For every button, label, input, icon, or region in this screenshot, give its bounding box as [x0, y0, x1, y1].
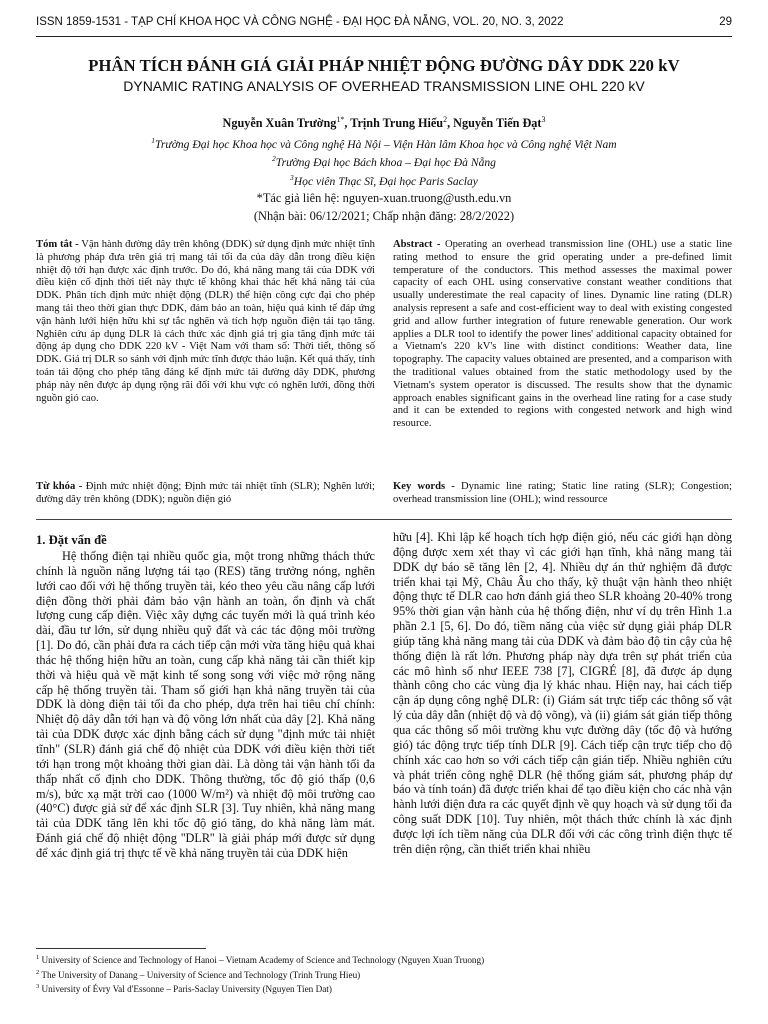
keywords-label: Từ khóa - — [36, 481, 83, 492]
author-affil-mark: 3 — [541, 115, 546, 124]
footnote: $^2$ The University of Danang – University of Science and Technology (Trinh Trung Hieu) — [36, 968, 361, 980]
keywords-english — [393, 481, 732, 507]
keywords-label: Key words - — [393, 481, 455, 492]
affiliation: $^2$Trường Đại học Bách khoa – Đại học Đà Nẵng — [272, 154, 496, 170]
keywords-vietnamese — [36, 481, 375, 507]
footnote-divider — [36, 948, 206, 949]
paper-title-english: DYNAMIC RATING ANALYSIS OF OVERHEAD TRANSMISSION LINE OHL 220 kV — [123, 78, 645, 94]
abstract-text: Vận hành đường dây trên không (DDK) sử dụng định mức nhiệt tĩnh là phương pháp đưa trên giá trị mang tải tối đa của dây dẫn trong điều kiện nhiệt độ tới hạn được xác định trước. Do đó, khả năng mang tải của DDK với điều kiện cố định thời tiết này thực tế không khai thác hết khả năng tải của DDK. Phân tích định mức nhiệt động (DLR) thể hiện công cực đại cho phép mang tải theo thời gian thực DDK, đảm bảo an toàn, hiệu quả kinh tế đáp ứng vận hành lưới hiện hữu khi sự tắc nghẽn và tích hợp nguồn điện tái tạo tăng. Nghiên cứu áp dụng DLR là cách thức xác định giá trị gia tăng định mức tải động áp dụng cho DDK 220 kV - Việt Nam với tham số: Thời tiết, thông số DDK. Giá trị DLR so sánh với định mức tĩnh được thảo luận. Kết quả thấy, tính toán tải động cho phép tăng đáng kể định mức tải đường dây DDK, phương pháp này nên được áp dụng rộng rãi đối với khu vực có nghẽn lưới, đồng thời nguồn gió cao. — [36, 239, 375, 404]
running-header — [36, 16, 732, 32]
journal-issn-title: ISSN 1859-1531 - TẠP CHÍ KHOA HỌC VÀ CÔNG NGHỆ - ĐẠI HỌC ĐÀ NẴNG, VOL. 20, NO. 3, 2022 — [36, 16, 564, 28]
author-name: Nguyễn Tiến Đạt — [453, 116, 542, 131]
footnote: $^3$ University of Évry Val d'Essonne – Paris-Saclay University (Nguyen Tien Dat) — [36, 983, 332, 995]
body-text-left-column: Hệ thống điện tại nhiều quốc gia, một trong những thách thức chính là nguồn năng lượng tái tạo (RES) tăng trưởng nóng, nghẽn lưới cao đối với hệ thống truyền tải, kéo theo yêu cầu nâng cấp lưới điện đồng thời phải đảm bảo vận hành an toàn, ổn định và chất lượng cung cấp điện. Việc xây dựng các tuyến mới là quá trình kéo dài, đầu tư lớn, sử dụng nhiều quỹ đất và các tác động môi trường [1]. Do đó, cần phải đưa ra cách tiếp cận mới vừa tăng hiệu quả khai thác hệ thống hiện hữu an toàn, cung cấp khả năng tải cần thiết kịp thời và hiệu quả về mặt kinh tế song song với việc mở rộng năng cấp hệ thống truyền tải. Tham số giới hạn khả năng truyền tải của DDK là dòng điện tải tối đa cho phép, dựa trên hai tiêu chí chính: Nhiệt độ dây dẫn tới hạn và độ võng lớn nhất của dây [2]. Khả năng tải của DDK được xác định bằng cách sử dụng "định mức tải nhiệt tĩnh" (SLR) đánh giá chế độ nhiệt của DDK với điều kiện thời tiết tới hạn trong một khoảng thời gian dài. Là dòng tải vận hành tối đa thấp nhất cố định cho DDK. Thông thường, tốc độ gió thấp (0,6 m/s), bức xạ mặt trời cao (1000 W/m²) và nhiệt độ môi trường cao (40°C) được giả sử để xác định SLR [3]. Tuy nhiên, khả năng mang tải của DDK tăng lên khi tốc độ gió tăng, do khả năng làm mát. Đánh giá chế độ nhiệt động ''DLR'' là giải pháp mới được sử dụng để xác định giá trị thực tế về khả năng truyền tải của DDK hiện — [36, 549, 375, 860]
abstract-vietnamese — [36, 239, 375, 405]
affiliation: $^1$Trường Đại học Khoa học và Công nghệ Hà Nội – Viện Hàn lâm Khoa học và Công nghệ Việt Nam — [151, 136, 617, 151]
section-heading: 1. Đặt vấn đề — [36, 533, 107, 547]
affiliation-list — [36, 134, 732, 189]
header-divider — [36, 36, 732, 37]
keywords-divider — [36, 519, 732, 520]
correspondence-block — [36, 189, 732, 225]
author-name: Trịnh Trung Hiếu — [350, 116, 444, 131]
author-affil-mark: 1* — [336, 115, 345, 124]
page-number: 29 — [719, 16, 732, 28]
abstract-text: Operating an overhead transmission line (OHL) use a static line rating method to ensure the grid operating under a pre-defined limit temperature of the conductors. This method assesses the maximal power capacity of each OHL using conservative constant weather conditions that usually underestimate the real capacity of lines. Dynamic line rating (DLR) analysis represent a safe and cost-efficient way to deal with existing congested grid and allow further integration of future renewable generation. Our work applies a DLR tool to identify the power lines' additional capacity obtained for a Vietnam's 220 kV's line with distinct conditions: Weather data, line topography. The capacity values obtained are presented, and a comparison with the traditional values obtained from the static methodology used by the Vietnam's system operator is discussed. The results show that the dynamic approach enables significant gains in the overhead line rating for a case study and it can be extended to regions with congested network and high wind resource. — [393, 239, 732, 430]
abstract-label: Abstract - — [393, 239, 441, 250]
keywords-text: Dynamic line rating; Static line rating (SLR); Congestion; overhead transmission line (OHL); wind ressource — [393, 481, 732, 505]
footnote: $^1$ University of Science and Technology of Hanoi – Vietnam Academy of Science and Technology (Nguyen Xuan Truong) — [36, 954, 485, 966]
corresponding-author-email: *Tác giả liên hệ: nguyen-xuan.truong@usth.edu.vn — [256, 191, 512, 205]
abstract-english — [393, 239, 732, 431]
paper-title-vietnamese: PHÂN TÍCH ĐÁNH GIÁ GIẢI PHÁP NHIỆT ĐỘNG ĐƯỜNG DÂY DDK 220 kV — [88, 56, 680, 75]
body-text-right-column: hữu [4]. Khi lập kế hoạch tích hợp điện gió, nếu các giới hạn dòng động được xem xét thay vì các giới hạn tĩnh, khả năng mang tải DDK dự báo sẽ tăng lên [2, 4]. Nhiều dự án thử nghiệm đã được triển khai tại Mỹ, Châu Âu cho thấy, kỹ thuật vận hành theo nhiệt động thực tế DLR cao hơn đánh giá theo SLR khoảng 20-40% trong 95% thời gian vận hành của hệ thống điện, như ví dụ trên Hình 1.a phần 2.1 [5, 6]. Do đó, tiềm năng của việc sử dụng giải pháp DLR giúp tăng khả năng mang tải của DDK và đảm bảo độ tin cậy của hệ thống điện là rất lớn. Phương pháp này dựa trên sự phát triển của các mô hình số như IEEE 738 [7], CIGRÉ [8], đã được áp dụng thành công cho các vùng địa lý khác nhau. Hiện nay, hai cách tiếp cận áp dụng công nghệ DLR: (i) Giám sát trực tiếp các thông số vật lý của dây dẫn (nhiệt độ và độ võng), và (ii) giám sát gián tiếp thông qua các thông số môi trường khu vực đường dây (tốc độ và hướng gió) tác động trực tiếp tính DLR [9]. Cách tiếp cận trực tiếp cho độ chính xác cao hơn so với cách tiếp cận gián tiếp. Nhiều nghiên cứu và phát triển công nghệ DLR (hệ thống giám sát, phương pháp dự báo và tính toán) đã được triển khai để tạo điều kiện cho các nhà vận hành lưới điện đưa ra các quyết định về quy hoạch và sử dụng tối đa công suất DDK [10]. Tuy nhiên, một thách thức chính là xác định được lợi ích tiềm năng của DLR đối với các công trình điện thực tế trên diện rộng, cần thiết triển khai nhiều — [393, 530, 732, 856]
received-accepted-dates: (Nhận bài: 06/12/2021; Chấp nhận đăng: 28/2/2022) — [253, 209, 515, 223]
keywords-text: Định mức nhiệt động; Định mức tải nhiệt tĩnh (SLR); Nghẽn lưới; đường dây trên không (DDK); nguồn điện gió — [36, 481, 375, 505]
author-name: Nguyễn Xuân Trường — [222, 116, 337, 131]
author-affil-mark: 2 — [443, 115, 448, 124]
author-list: Nguyễn Xuân Trường$^{1*}$, Trịnh Trung Hiếu$^2$, Nguyễn Tiến Đạt$^3$ — [222, 115, 546, 131]
footnote-list — [36, 952, 732, 996]
affiliation: $^3$Học viên Thạc Sĩ, Đại học Paris Saclay — [290, 172, 478, 188]
abstract-label: Tóm tắt - — [36, 239, 79, 250]
